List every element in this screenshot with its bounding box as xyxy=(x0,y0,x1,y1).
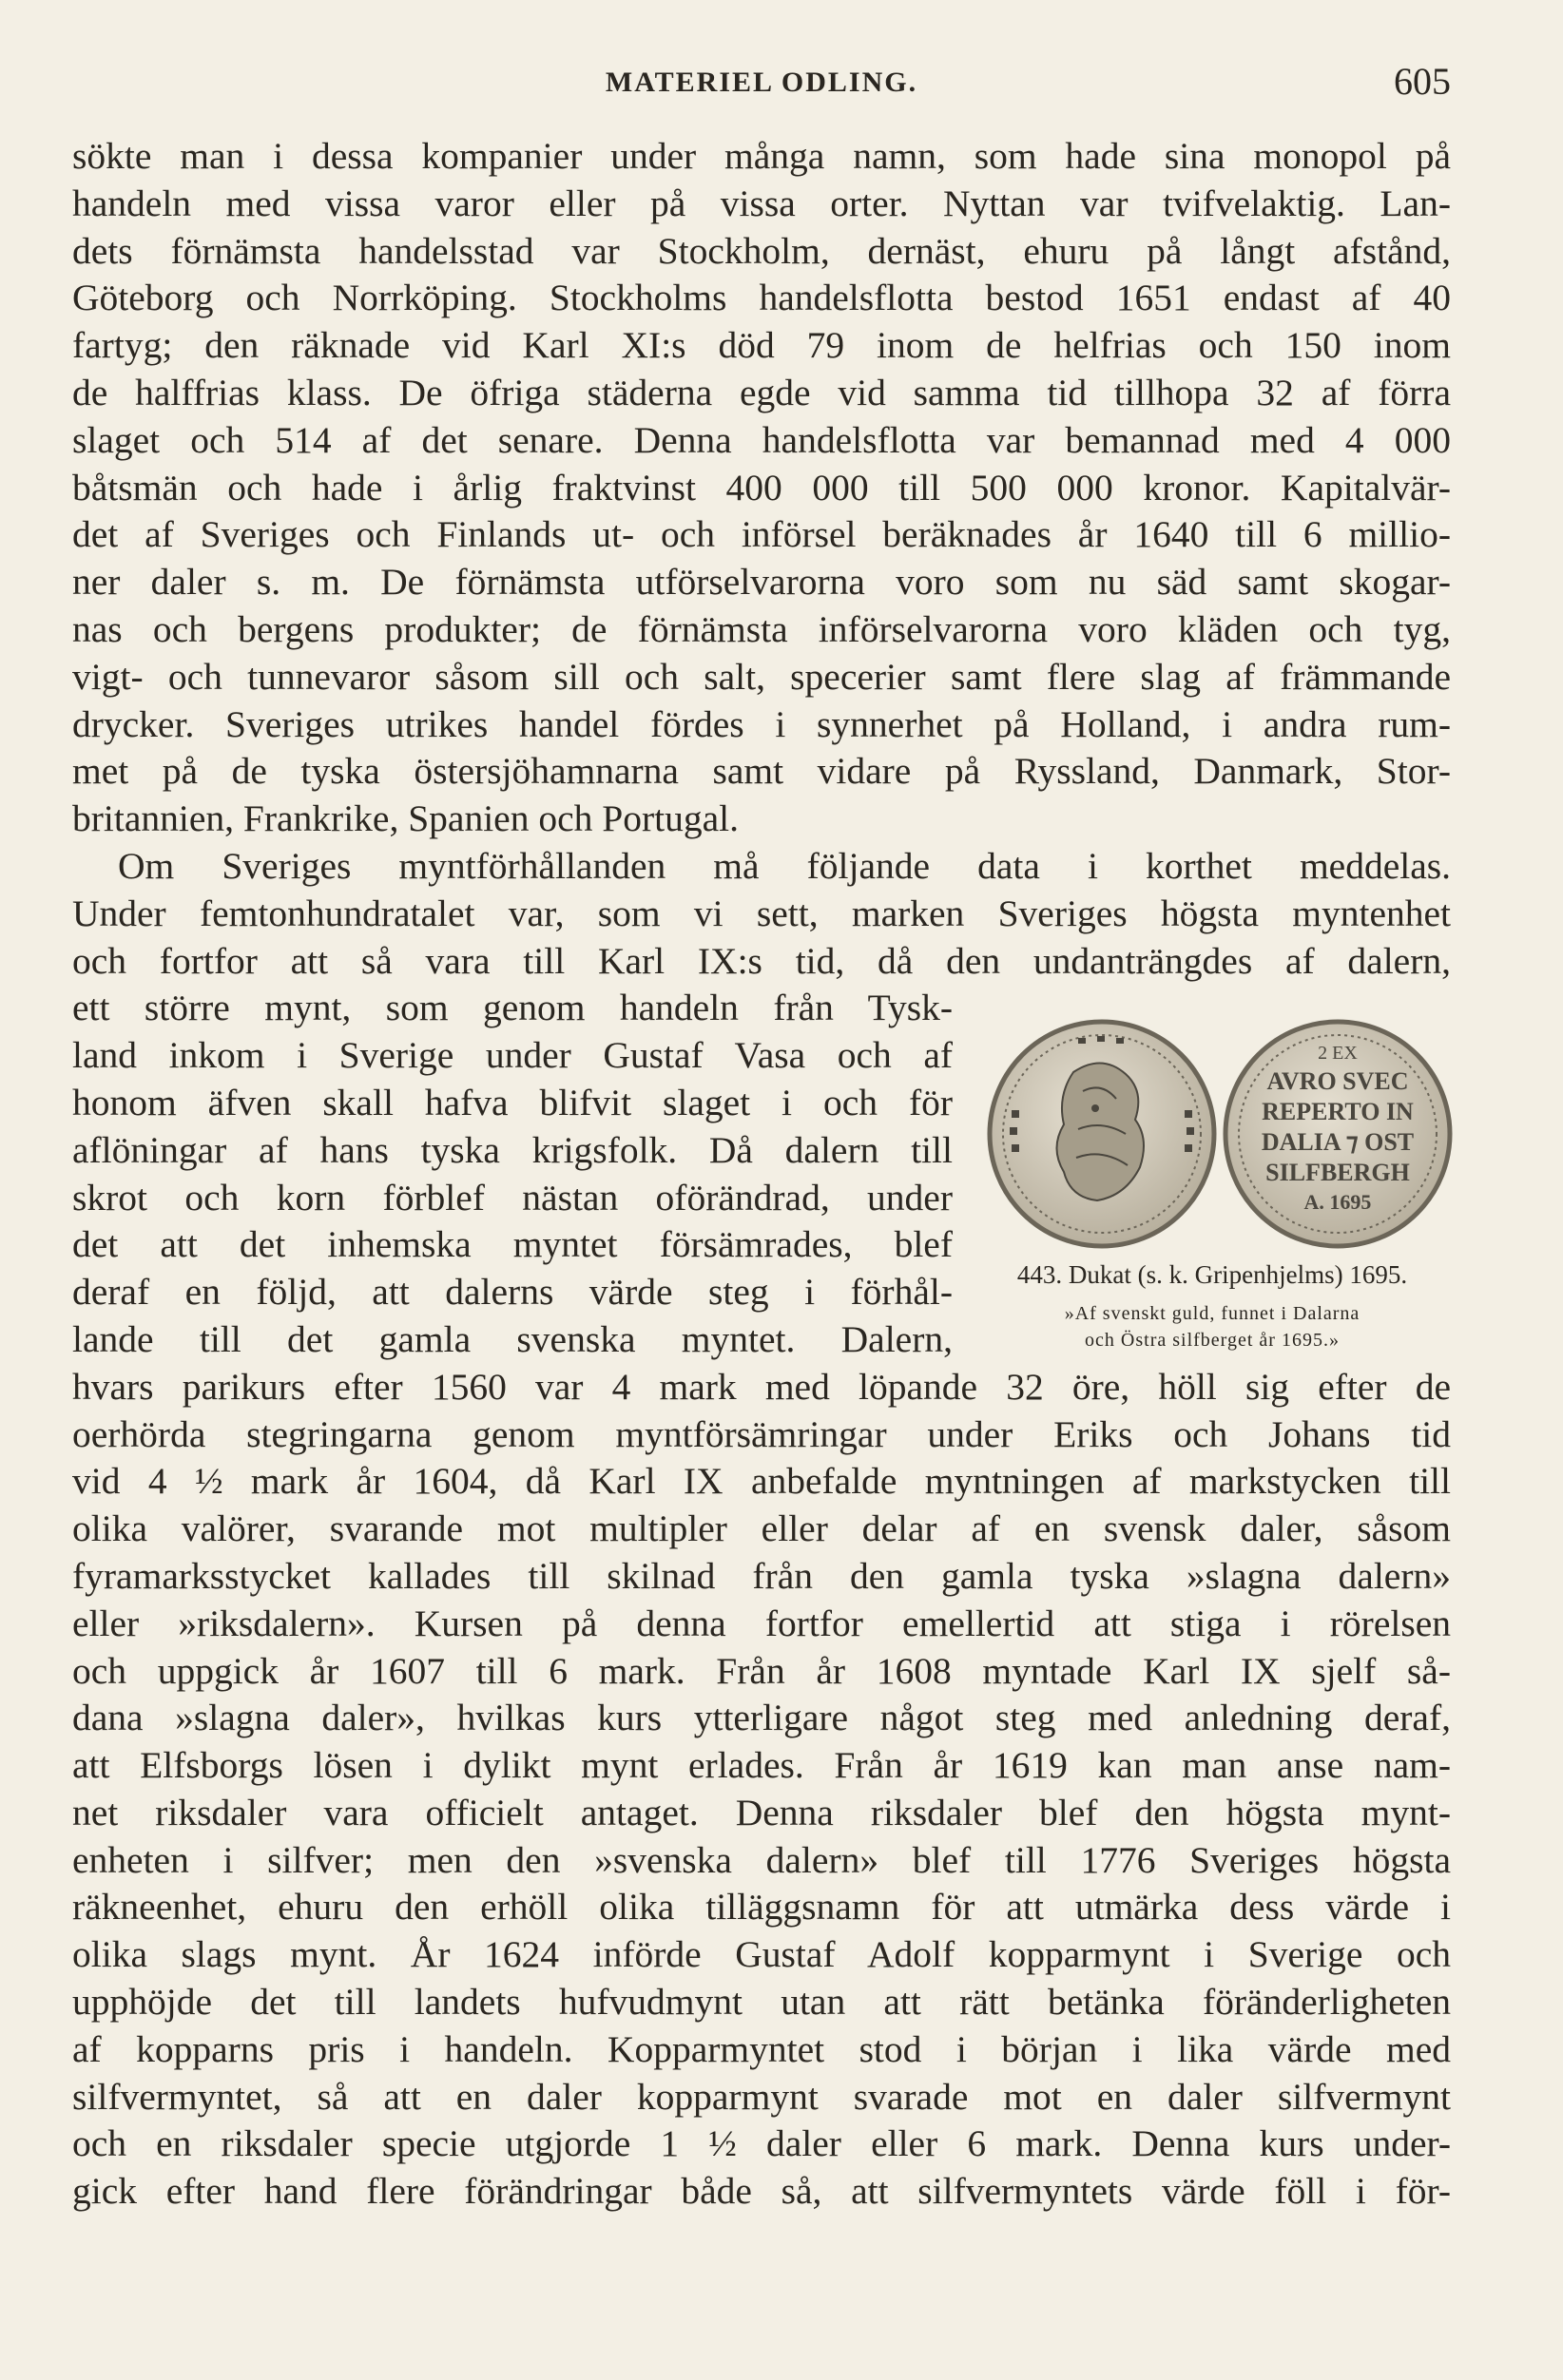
text-line: Under femtonhundratalet var, som vi sett, marken Sveriges högsta myntenhet xyxy=(72,892,1451,934)
text-line: Göteborg och Norrköping. Stockholms handelsflotta bestod 1651 endast af 40 xyxy=(72,277,1451,319)
figure-note-line: »Af svenskt guld, funnet i Dalarna xyxy=(1064,1303,1360,1324)
text-line: Om Sveriges myntförhållanden må följande data i korthet meddelas. xyxy=(118,844,1451,887)
text-line: britannien, Frankrike, Spanien och Portugal. xyxy=(72,797,739,840)
figure-note-line: och Östra silfberget år 1695.» xyxy=(1085,1330,1340,1351)
coin-inscription-line: A. 1695 xyxy=(1303,1190,1372,1214)
text-line: ett större mynt, som genom handeln från Tysk- xyxy=(72,987,953,1029)
paragraph-block-top xyxy=(72,133,1451,985)
text-line: oerhörda stegringarna genom myntförsämringar under Eriks och Johans tid xyxy=(72,1412,1451,1455)
coin-figure xyxy=(960,1015,1464,1376)
coin-reverse-image xyxy=(1219,1015,1457,1253)
running-title: MATERIEL ODLING. xyxy=(605,67,918,98)
text-line: det att det inhemska myntet försämrades, blef xyxy=(72,1223,953,1266)
text-line: enheten i silfver; men den »svenska dalern» blef till 1776 Sveriges högsta xyxy=(72,1838,1451,1881)
text-line: slaget och 514 af det senare. Denna handelsflotta var bemannad med 4 000 xyxy=(72,418,1451,461)
text-line: vid 4 ½ mark år 1604, då Karl IX anbefalde myntningen af markstycken till xyxy=(72,1460,1451,1503)
text-line: af kopparns pris i handeln. Kopparmyntet stod i början i lika värde med xyxy=(72,2027,1451,2070)
text-line: dets förnämsta handelsstad var Stockholm, dernäst, ehuru på långt afstånd, xyxy=(72,229,1451,272)
text-line: net riksdaler vara officielt antaget. Denna riksdaler blef den högsta mynt- xyxy=(72,1791,1451,1833)
paragraph-block-beside-figure xyxy=(72,985,953,1363)
text-line: att Elfsborgs lösen i dylikt mynt erlades. Från år 1619 kan man anse nam- xyxy=(72,1744,1451,1787)
text-line: båtsmän och hade i årlig fraktvinst 400 000 till 500 000 kronor. Kapitalvär- xyxy=(72,466,1451,509)
text-line: de halffrias klass. De öfriga städerna egde vid samma tid tillhopa 32 af förra xyxy=(72,371,1451,413)
text-line: handeln med vissa varor eller på vissa orter. Nyttan var tvifvelaktig. Lan- xyxy=(72,182,1451,224)
text-line: nas och bergens produkter; de förnämsta införselvarorna voro kläden och tyg, xyxy=(72,607,1451,650)
coin-inscription-line: REPERTO IN xyxy=(1262,1098,1414,1125)
text-line: hvars parikurs efter 1560 var 4 mark med löpande 32 öre, höll sig efter de xyxy=(72,1365,1451,1408)
text-line: deraf en följd, att dalerns värde steg i förhål- xyxy=(72,1271,953,1314)
coin-reverse-mark: 2 EX xyxy=(1318,1043,1358,1064)
text-line: fyramarksstycket kallades till skilnad från den gamla tyska »slagna dalern» xyxy=(72,1554,1451,1597)
text-line: upphöjde det till landets hufvudmynt utan att rätt betänka föränderligheten xyxy=(72,1981,1451,2024)
paragraph-block-bottom xyxy=(72,1364,1451,2216)
text-line: olika slags mynt. År 1624 införde Gustaf Adolf kopparmynt i Sverige och xyxy=(72,1933,1451,1976)
text-line: ner daler s. m. De förnämsta utförselvarorna voro som nu säd samt skogar- xyxy=(72,561,1451,604)
coin-inscription-line: DALIA ⁊ OST xyxy=(1261,1128,1415,1156)
text-line: och fortfor att så vara till Karl IX:s tid, då den undanträngdes af dalern, xyxy=(72,939,1451,982)
text-line: aflöningar af hans tyska krigsfolk. Då dalern till xyxy=(72,1128,953,1171)
text-line: land inkom i Sverige under Gustaf Vasa och af xyxy=(72,1034,953,1077)
text-line: eller »riksdalern». Kursen på denna fortfor emellertid att stiga i rörelsen xyxy=(72,1602,1451,1644)
text-line: lande till det gamla svenska myntet. Dalern, xyxy=(72,1317,953,1360)
text-line: och en riksdaler specie utgjorde 1 ½ daler eller 6 mark. Denna kurs under- xyxy=(72,2122,1451,2165)
text-line: det af Sveriges och Finlands ut- och införsel beräknades år 1640 till 6 millio- xyxy=(72,513,1451,556)
text-line: sökte man i dessa kompanier under många namn, som hade sina monopol på xyxy=(72,135,1451,177)
text-line: gick efter hand flere förändringar både så, att silfvermyntets värde föll i för- xyxy=(72,2170,1451,2213)
text-line: räkneenhet, ehuru den erhöll olika tilläggsnamn för att utmärka dess värde i xyxy=(72,1886,1451,1929)
coin-inscription-line: AVRO SVEC xyxy=(1266,1067,1409,1095)
text-line: met på de tyska östersjöhamnarna samt vidare på Ryssland, Danmark, Stor- xyxy=(72,750,1451,793)
text-line: och uppgick år 1607 till 6 mark. Från år 1608 myntade Karl IX sjelf så- xyxy=(72,1649,1451,1692)
text-line: skrot och korn förblef nästan oförändrad, under xyxy=(72,1176,953,1219)
coin-obverse-image xyxy=(983,1015,1221,1253)
text-line: silfvermyntet, så att en daler kopparmynt svarade mot en daler silfvermynt xyxy=(72,2075,1451,2118)
page-number: 605 xyxy=(1394,60,1451,103)
text-line: drycker. Sveriges utrikes handel fördes i synnerhet på Holland, i andra rum- xyxy=(72,702,1451,745)
text-line: fartyg; den räknade vid Karl XI:s död 79 inom de helfrias och 150 inom xyxy=(72,324,1451,367)
coin-inscription-line: SILFBERGH xyxy=(1265,1159,1410,1186)
text-line: vigt- och tunnevaror såsom sill och salt, specerier samt flere slag af främmande xyxy=(72,655,1451,698)
text-line: olika valörer, svarande mot multipler eller delar af en svensk daler, såsom xyxy=(72,1507,1451,1550)
text-line: honom äfven skall hafva blifvit slaget i och för xyxy=(72,1081,953,1123)
text-line: dana »slagna daler», hvilkas kurs ytterligare något steg med anledning deraf, xyxy=(72,1697,1451,1739)
figure-caption: 443. Dukat (s. k. Gripenhjelms) 1695. xyxy=(1016,1260,1408,1289)
figure-caption-note xyxy=(960,1300,1464,1353)
running-head xyxy=(72,59,1451,106)
